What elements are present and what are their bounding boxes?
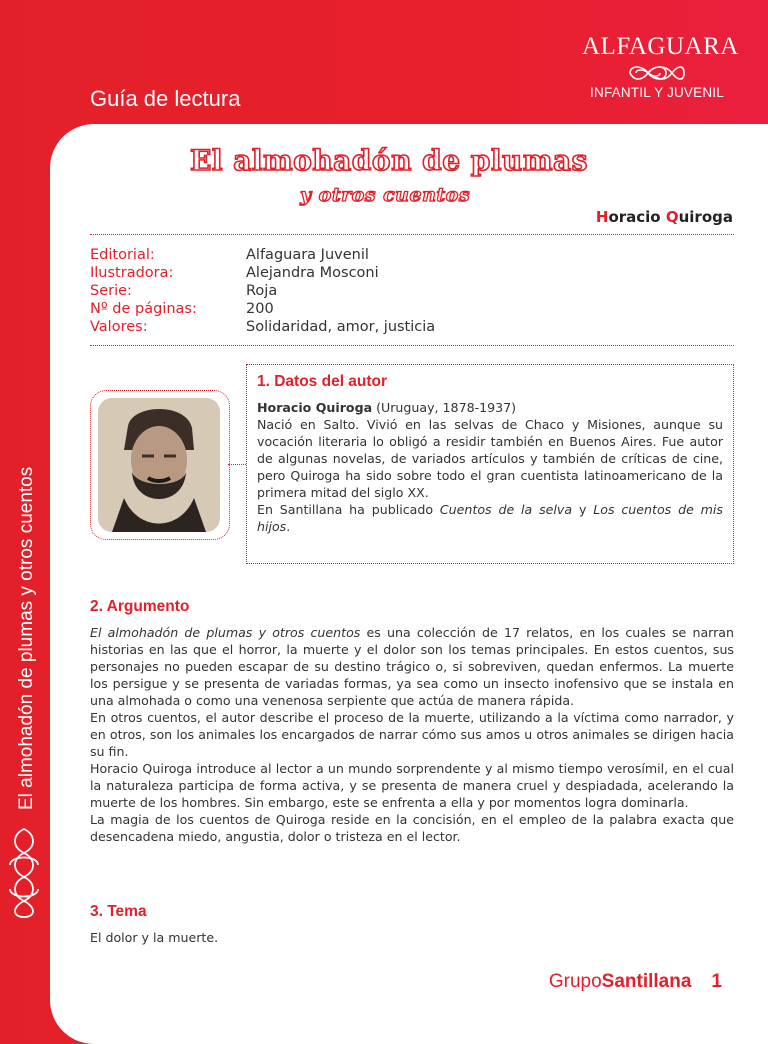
author-portrait-icon [98, 398, 220, 532]
footer-publisher: GrupoSantillana 1 [548, 971, 722, 992]
detail-row-illustrator: Ilustradora: Alejandra Mosconi [90, 265, 379, 281]
detail-row-pages: Nº de páginas: 200 [90, 301, 274, 317]
brand-subtitle: INFANTIL Y JUVENIL [590, 85, 724, 100]
sidebar-vertical-title: El almohadón de plumas y otros cuentos [16, 466, 37, 810]
section-theme-text: El dolor y la muerte. [90, 930, 219, 945]
section-plot-text [90, 624, 734, 845]
section-theme-heading: 3. Tema [90, 903, 147, 920]
brand-name: ALFAGUARA [582, 33, 739, 60]
section-author-box [246, 364, 734, 564]
detail-row-editorial: Editorial: Alfaguara Juvenil [90, 247, 369, 263]
plot-paragraph: En otros cuentos, el autor describe el proceso de la muerte, utilizando a la víctima como narrador, y en otros, son los animales los encargados de narrar cómo sus amos u otros animales se dirigen hacia su fin. [90, 710, 734, 759]
section-author-heading: 1. Datos del autor [257, 373, 388, 390]
divider-top [90, 234, 734, 235]
plot-paragraph: El almohadón de plumas y otros cuentos es una colección de 17 relatos, en los cuales se narran historias en las que el horror, la muerte y el dolor son los temas principales. En estos cuentos, sus personajes no pueden escapar de su destino trágico o, si sobreviven, quedan enfermos. La muerte los persigue y se presenta de variadas formas, ya sea como un insecto inofensivo que se instala en una almohada o como una venenosa serpiente que actúa de manera rápida. [90, 625, 734, 708]
divider-bottom [90, 345, 734, 346]
photo-connector [228, 464, 246, 465]
plot-paragraph: Horacio Quiroga introduce al lector a un mundo sorprendente y al mismo tiempo verosímil, en el cual la naturaleza participa de forma activa, y se presenta de manera cruel y despiadada, acelerando la muerte de los hombres. Sin embargo, este se enfrenta a ella y por momentos logra dominarla. [90, 761, 734, 810]
plot-paragraph: La magia de los cuentos de Quiroga reside en la concisión, en el empleo de la palabra exacta que desencadena miedo, angustia, dolor o tristeza en el lector. [90, 812, 734, 844]
author-photo [98, 398, 220, 532]
detail-row-series: Serie: Roja [90, 283, 278, 299]
page-number: 1 [711, 971, 722, 992]
alfaguara-logo [582, 33, 739, 100]
book-subtitle: y otros cuentos [300, 184, 471, 206]
detail-row-values: Valores: Solidaridad, amor, justicia [90, 319, 436, 335]
book-author: Horacio Quiroga [595, 208, 733, 226]
book-title: El almohadón de plumas [190, 144, 588, 177]
infinity-knot-icon [626, 62, 688, 84]
section-author-text: Horacio Quiroga (Uruguay, 1878-1937) Nació en Salto. Vivió en las selvas de Chaco y Misiones, aunque su vocación literaria lo obligó a residir también en Buenos Aires. Fue autor de algunas novelas, de variados artículos y también de críticas de cine, pero Quiroga ha sido sobre todo el gran cuentista latinoamericano de la primera mitad del siglo XX. En Santillana ha publicado Cuentos de la selva y Los cuentos de mis hijos. [257, 400, 723, 534]
section-plot-heading: 2. Argumento [90, 598, 190, 615]
book-details [90, 246, 435, 336]
guide-title: Guía de lectura [90, 86, 241, 111]
side-knot-icon [6, 825, 42, 921]
